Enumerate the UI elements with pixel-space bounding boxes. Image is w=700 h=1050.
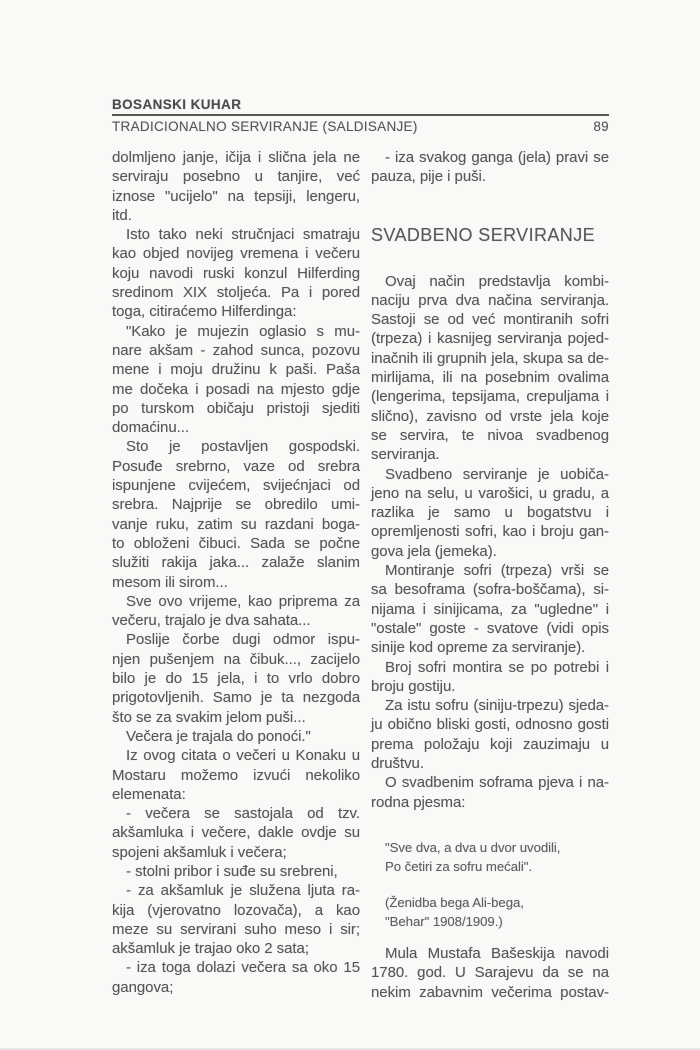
paragraph [371,773,609,812]
text-line: "Kako je mujezin oglasio s mu- [126,322,360,340]
paragraph [112,630,360,726]
text-line: što se za svakim jelom puši... [112,708,306,726]
text-line: njen pušenjem na čibuk..., zacijelo [112,650,360,668]
left-column [112,148,360,1002]
text-line: akšamluk je trajao oko 2 sata; [112,940,309,958]
text-line: mene i moju družinu k paši. Paša [112,361,360,379]
text-line: Broj sofri montira se po potrebi i [385,658,609,676]
right-column [371,148,609,1002]
page-content [112,97,609,1002]
book-title: BOSANSKI KUHAR [112,97,242,112]
text-line: bilo je do 15 jela, i to vrlo dobro [112,670,360,688]
text-line: se servira, te nivoa svadbenog [371,426,609,444]
text-line: Za istu sofru (siniju-trpezu) sjeda- [385,697,609,715]
text-line: toga, citiraćemo Hilferdinga: [112,303,297,321]
text-line: gova jela (jemeka). [371,542,497,560]
text-line: opremljenosti sofri, kao i broju gan- [371,523,609,541]
text-line: slično), zavisno od vrste jela koje [371,407,609,425]
paragraph [371,696,609,773]
text-line: Poslije čorbe dugi odmor ispu- [126,631,360,649]
section-heading: SVADBENO SERVIRANJE [371,224,595,245]
text-line: "Behar" 1908/1909.) [385,913,503,929]
text-line: me dočeka i posadi na mjesto gdje [112,380,360,398]
text-line: srebra. Najprije se obredilo umi- [112,496,360,514]
text-line: jeno na selu, u varošici, u gradu, a [371,484,609,502]
text-line: Mostaru možemo izvući nekoliko [112,766,360,784]
text-line: spojeni akšamluk i večera; [112,843,287,861]
text-line: prema položaju koji zauzimaju u [371,735,609,753]
text-line: Svadbeno serviranje je uobiča- [385,465,609,483]
text-line: Posuđe srebrno, vaze od srebra [112,457,360,475]
citation [385,893,609,931]
text-line: naciju prva dva načina serviranja. [371,291,609,309]
text-line: iznose "ucijelo" na tepsiji, lengeru, [112,187,360,205]
text-line: kija (vjerovatno lozovača), a kao [112,901,360,919]
text-line: vanje ruku, zatim su razdani boga- [112,515,360,533]
text-line: pauza, pije i puši. [371,168,486,186]
text-line: broju gostiju. [371,677,456,695]
paragraph [112,958,360,997]
text-line: - za akšamluk je služena ljuta ra- [126,882,360,900]
text-line: nare akšam - zahod sunca, pozovu [112,341,360,359]
text-line: večeru, trajalo je dva sahata... [112,612,311,630]
text-line: nekim zabavnim večerima postav- [371,983,609,1001]
paragraph [371,465,609,561]
verse-quote [385,838,609,876]
page-number: 89 [593,119,609,134]
text-line: Mula Mustafa Bašeskija navodi [385,944,609,962]
paragraph [112,804,360,862]
paragraph [112,881,360,958]
text-line: Po četiri za sofru mećali". [385,858,532,874]
page-header [112,97,609,134]
text-line: domaćinu... [112,419,189,437]
text-line: po turskom običaju pristoji sjediti [112,399,360,417]
text-columns [112,148,609,1002]
text-line: serviranja. [371,446,440,464]
text-line: služiti rakija jaka... zalaže slanim [112,554,360,572]
paragraph [371,272,609,465]
text-line: akšamluka i večere, dakle ovdje su [112,824,360,842]
text-line: - večera se sastojala od tzv. [126,805,360,823]
text-line: Ovaj način predstavlja kombi- [385,272,609,290]
header-rule [112,114,609,116]
paragraph [371,561,609,657]
text-line: Sto je postavljen gospodski. [126,438,360,456]
text-line: Montiranje sofri (trpeza) vrši se [385,562,609,580]
running-head [112,119,609,134]
text-line: društvu. [371,755,424,773]
text-line: koju navodi ruski konzul Hilferding [112,264,360,282]
text-line: - iza svakog ganga (jela) pravi se [385,149,609,166]
text-line: sa besoframa (sofra-boščama), si- [371,581,609,599]
text-line: Iz ovog citata o večeri u Konaku u [126,747,360,765]
text-line: elemenata: [112,785,186,803]
text-line: razlika je samo u bogatstvu i [371,504,609,522]
chapter-title: TRADICIONALNO SERVIRANJE (SALDISANJE) [112,119,418,134]
text-line: 1780. god. U Sarajevu da se na [371,964,609,982]
paragraph [371,944,609,1002]
text-line: - iza toga dolazi večera sa oko 15 [126,959,360,977]
text-line: dolmljeno janje, ičija i slična jela ne [112,149,360,166]
paragraph [112,727,360,746]
text-line: Isto tako neki stručnjaci smatraju [126,226,360,244]
paragraph [371,148,609,187]
text-line: rodna pjesma: [371,793,466,811]
text-line: mirlijama, ili na posebnim ovalima [371,369,609,387]
paragraph [112,148,360,225]
text-line: meze su servirani suho meso i sir; [112,920,360,938]
text-line: (trpeza) i kasnijeg serviranja pojed- [371,330,609,348]
paragraph [371,658,609,697]
text-line: itd. [112,206,132,224]
text-line: (Ženidba bega Ali-bega, [385,894,524,910]
text-line: mesom ili sirom... [112,573,228,591]
text-line: prigotovljenih. Samo je ta nezgoda [112,689,360,707]
text-line: Sastoji se od već montiranih sofri [371,311,609,329]
text-line: inačnih ili grupnih jela, skupa sa de- [371,349,609,367]
text-line: Večera je trajala do ponoći." [126,727,311,745]
text-line: O svadbenim soframa pjeva i na- [385,774,609,792]
text-line: "Sve dva, a dva u dvor uvodili, [385,839,561,855]
text-line: to obloženi čibuci. Sada se počne [112,534,360,552]
text-line: gangova; [112,978,174,996]
text-line: "ostale" goste - svatove (vidi opis [371,619,609,637]
text-line: - stolni pribor i suđe su srebreni, [126,862,338,880]
text-line: serviraju posebno u tanjire, već [112,168,360,186]
paragraph [112,862,360,881]
text-line: kao objed novijeg vremena i večeru [112,245,360,263]
paragraph [112,322,360,438]
paragraph [112,746,360,804]
paragraph [112,592,360,631]
text-line: sredinom XIX stoljeća. Pa i pored [112,284,360,302]
text-line: sinije kod opreme za serviranje). [371,639,586,657]
text-line: nijama i sinijicama, za "ugledne" i [371,600,609,618]
text-line: ispunjene cvijećem, svijećnjaci od [112,477,360,495]
text-line: (lengerima, tepsijama, crepuljama i [371,388,609,406]
paragraph [112,225,360,321]
text-line: Sve ovo vrijeme, kao priprema za [126,592,360,610]
paragraph [112,437,360,591]
text-line: ju obično bliski gosti, odnosno gosti [371,716,609,734]
